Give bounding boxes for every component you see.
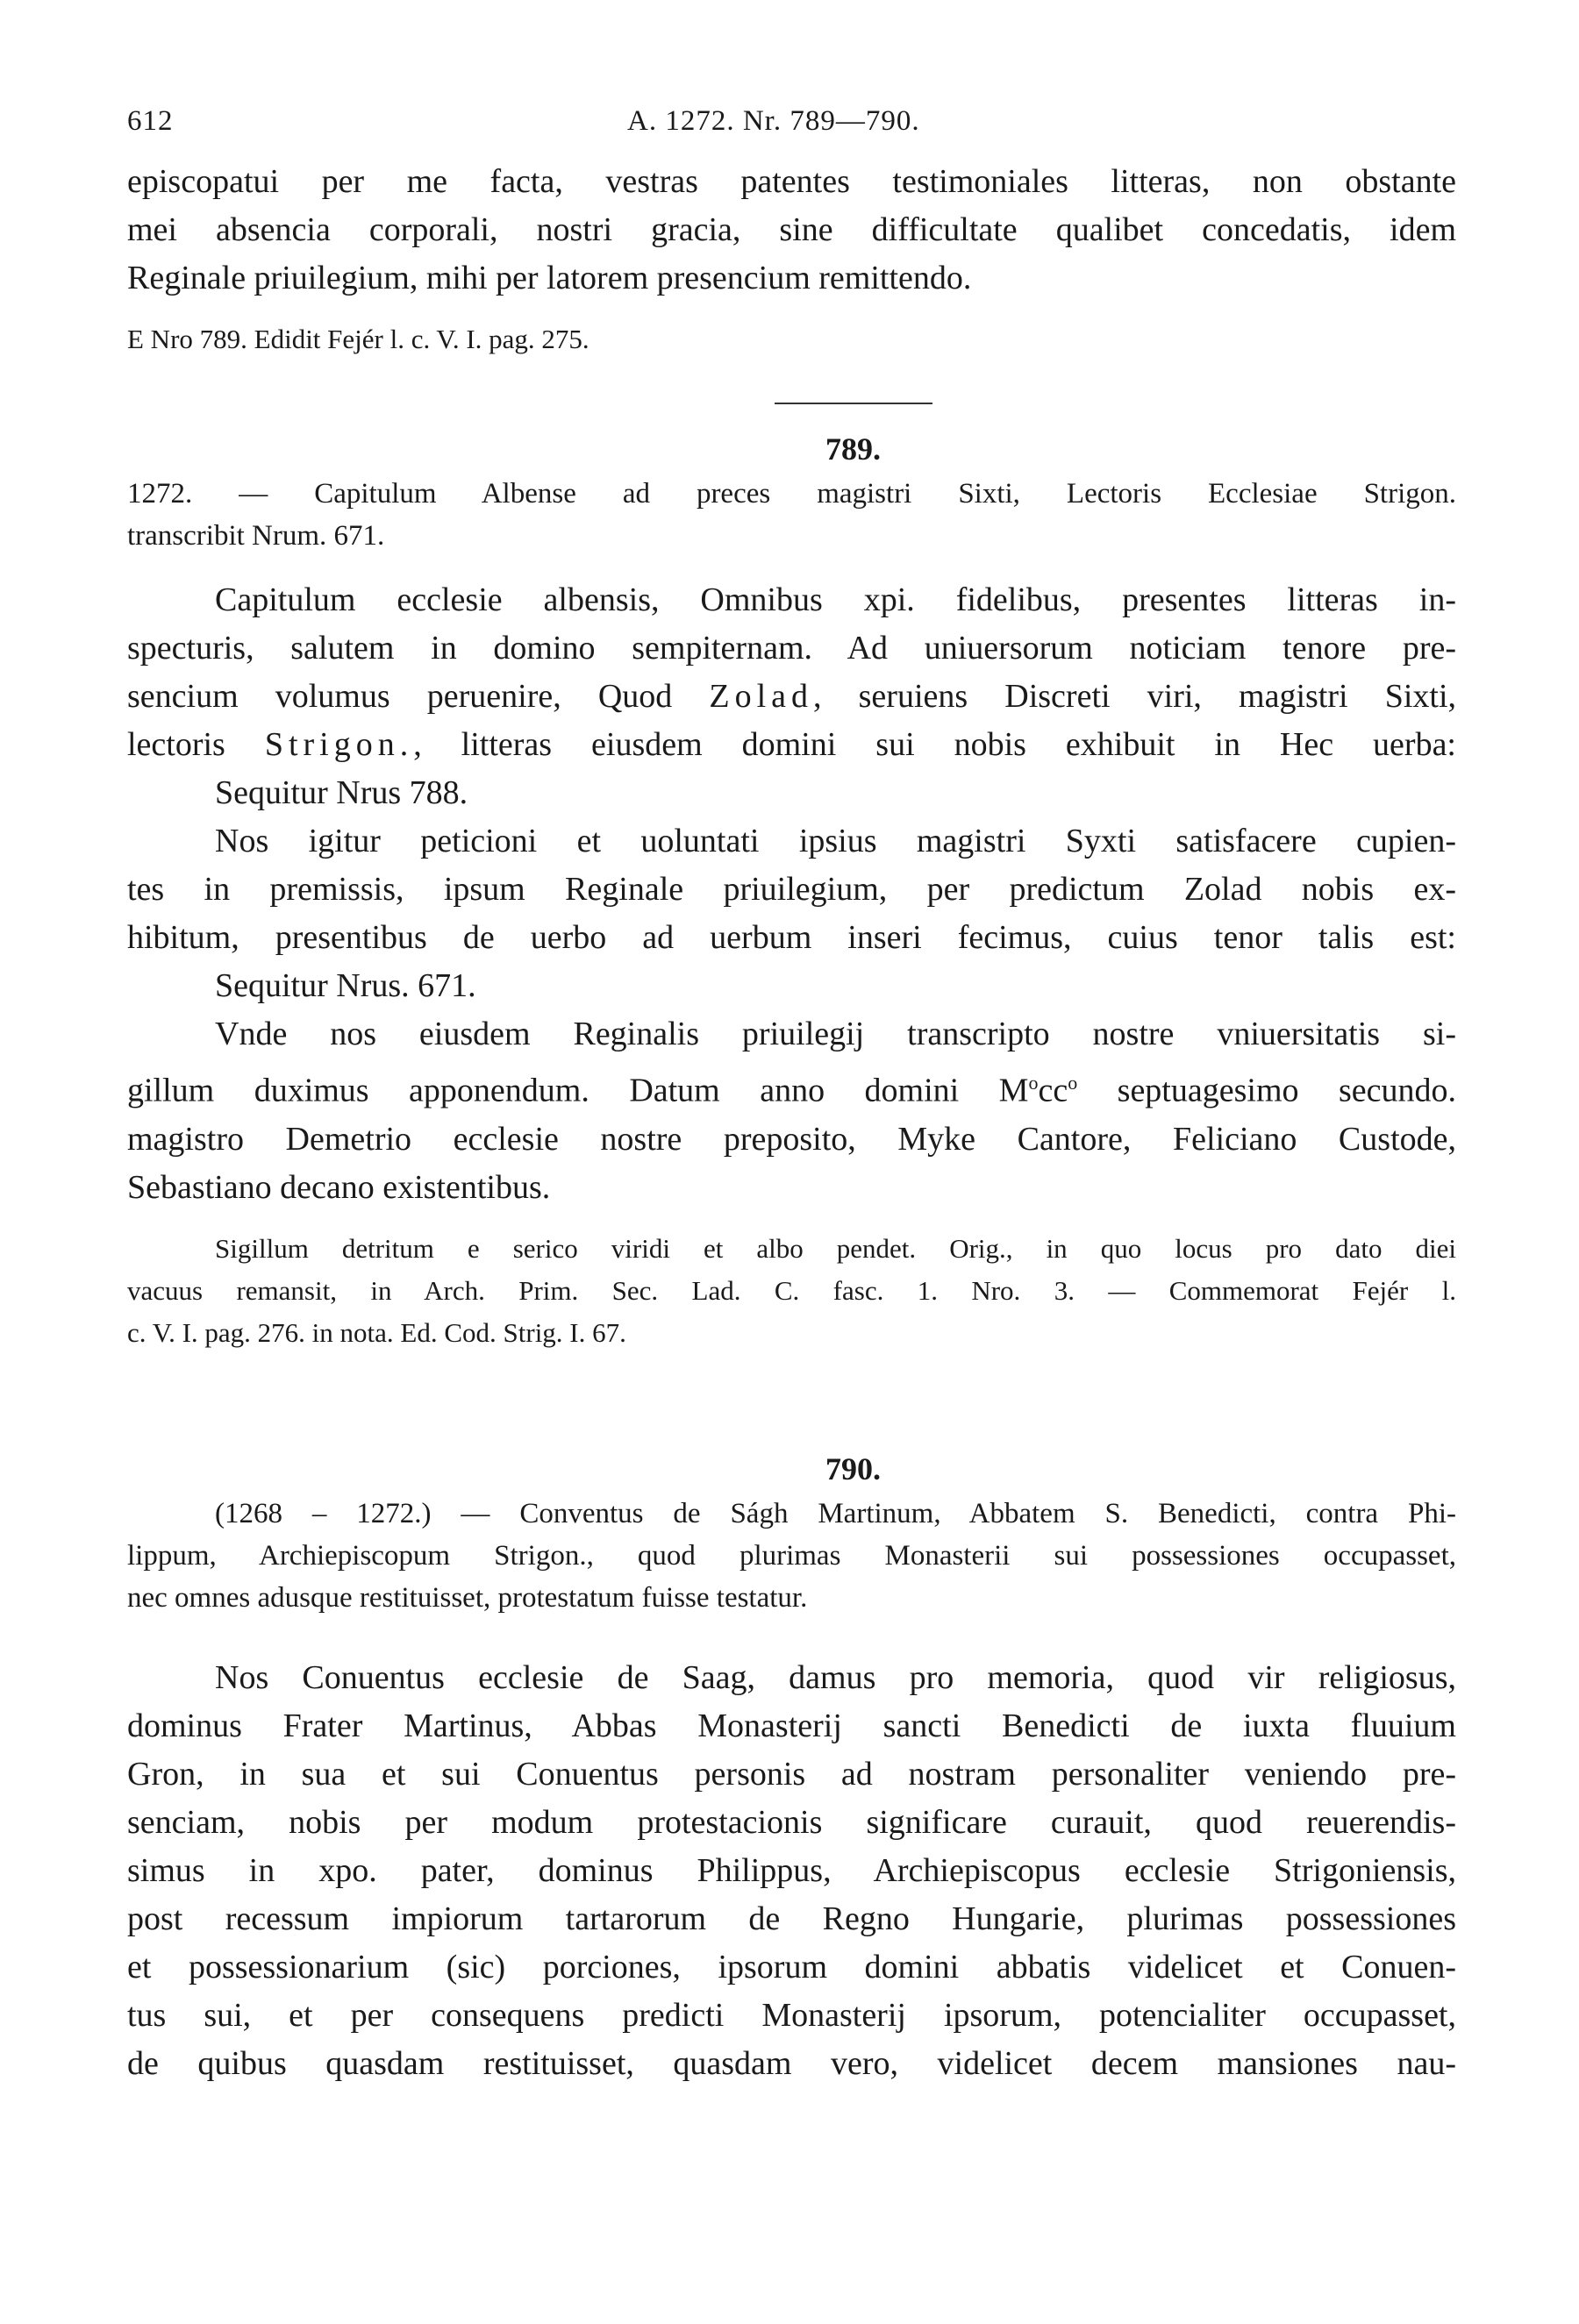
running-title: A. 1272. Nr. 789—790. bbox=[627, 105, 920, 137]
text-line: E Nro 789. Edidit Fejér l. c. V. I. pag. 275. bbox=[127, 324, 589, 354]
text-run: , litteras eiusdem domini sui nobis exhibuit in Hec uerba: bbox=[413, 726, 1456, 763]
text-line: c. V. I. pag. 276. in nota. Ed. Cod. Strig. I. 67. bbox=[127, 1316, 626, 1348]
text-line: post recessum impiorum tartarorum de Regno Hungarie, plurimas possessiones bbox=[127, 1900, 1456, 1937]
text-line: mei absencia corporali, nostri gracia, sine difficultate qualibet concedatis, idem bbox=[127, 211, 1456, 248]
text-run: lectoris bbox=[127, 726, 265, 763]
source-note bbox=[127, 318, 1456, 360]
text-line bbox=[127, 673, 1456, 721]
document-number-789: 789. bbox=[825, 431, 881, 467]
text-run: septuagesimo secundo. bbox=[1077, 1072, 1456, 1109]
source-note-789 bbox=[127, 1228, 1456, 1354]
page-header bbox=[127, 105, 1456, 158]
text-run: , seruiens Discreti viri, magistri Sixti, bbox=[813, 678, 1456, 715]
name-spaced: Strigon. bbox=[264, 726, 414, 763]
text-line bbox=[127, 721, 1456, 769]
text-run: cc bbox=[1038, 1072, 1068, 1109]
superscript: o bbox=[1068, 1072, 1078, 1094]
text-line: Nos igitur peticioni et uoluntati ipsius magistri Syxti satisfacere cupien- bbox=[215, 823, 1456, 859]
body-789 bbox=[127, 576, 1456, 1212]
text-line: lippum, Archiepiscopum Strigon., quod plurimas Monasterii sui possessiones occupasset, bbox=[127, 1539, 1456, 1572]
text-line: nec omnes adusque restituisset, protestatum fuisse testatur. bbox=[127, 1581, 808, 1614]
text-line: tes in premissis, ipsum Reginale priuilegium, per predictum Zolad nobis ex- bbox=[127, 871, 1456, 908]
text-line: Sebastiano decano existentibus. bbox=[127, 1168, 551, 1206]
text-line: et possessionarium (sic) porciones, ipsorum domini abbatis videlicet et Conuen- bbox=[127, 1948, 1456, 1985]
continued-paragraph bbox=[127, 158, 1456, 303]
regest-790 bbox=[127, 1493, 1456, 1619]
text-run: sencium volumus peruenire, Quod bbox=[127, 678, 710, 715]
document-number-790: 790. bbox=[825, 1451, 881, 1486]
sequitur-line: Sequitur Nrus 788. bbox=[215, 774, 468, 811]
regest-789 bbox=[127, 473, 1456, 557]
text-line bbox=[127, 1059, 1456, 1116]
text-line: senciam, nobis per modum protestacionis significare curauit, quod reuerendis- bbox=[127, 1803, 1456, 1841]
text-line: simus in xpo. pater, dominus Philippus, Archiepiscopus ecclesie Strigoniensis, bbox=[127, 1851, 1456, 1889]
text-line: de quibus quasdam restituisset, quasdam vero, videlicet decem mansiones nau- bbox=[127, 2044, 1456, 2082]
body-790 bbox=[127, 1654, 1456, 2088]
text-line: magistro Demetrio ecclesie nostre preposito, Myke Cantore, Feliciano Custode, bbox=[127, 1120, 1456, 1158]
text-line: transcribit Nrum. 671. bbox=[127, 520, 385, 552]
page-number: 612 bbox=[127, 105, 174, 137]
text-line: dominus Frater Martinus, Abbas Monasterij sancti Benedicti de iuxta fluuium bbox=[127, 1707, 1456, 1744]
text-line: Reginale priuilegium, mihi per latorem presencium remittendo. bbox=[127, 260, 972, 296]
text-line: Nos Conuentus ecclesie de Saag, damus pro memoria, quod vir religiosus, bbox=[215, 1658, 1456, 1696]
text-line: vacuus remansit, in Arch. Prim. Sec. Lad. C. fasc. 1. Nro. 3. — Commemorat Fejér l. bbox=[127, 1274, 1456, 1306]
section-divider bbox=[775, 403, 932, 404]
text-line: specturis, salutem in domino sempiternam. Ad uniuersorum noticiam tenore pre- bbox=[127, 630, 1456, 667]
document-page bbox=[127, 105, 1456, 2088]
text-line: Gron, in sua et sui Conuentus personis ad nostram personaliter veniendo pre- bbox=[127, 1755, 1456, 1793]
text-line: Sigillum detritum e serico viridi et albo pendet. Orig., in quo locus pro dato diei bbox=[215, 1232, 1456, 1264]
text-line: Capitulum ecclesie albensis, Omnibus xpi. fidelibus, presentes litteras in- bbox=[215, 581, 1456, 618]
superscript: o bbox=[1028, 1072, 1039, 1094]
text-line: episcopatui per me facta, vestras patentes testimoniales litteras, non obstante bbox=[127, 163, 1456, 200]
text-line: hibitum, presentibus de uerbo ad uerbum inseri fecimus, cuius tenor talis est: bbox=[127, 919, 1456, 956]
sequitur-line: Sequitur Nrus. 671. bbox=[215, 967, 476, 1004]
text-run: gillum duximus apponendum. Datum anno domini M bbox=[127, 1072, 1029, 1109]
text-line: Vnde nos eiusdem Reginalis priuilegij transcripto nostre vniuersitatis si- bbox=[215, 1016, 1456, 1052]
text-line: (1268 – 1272.) — Conventus de Ságh Martinum, Abbatem S. Benedicti, contra Phi- bbox=[215, 1497, 1456, 1529]
text-line: tus sui, et per consequens predicti Monasterij ipsorum, potencialiter occupasset, bbox=[127, 1996, 1456, 2034]
text-line: 1272. — Capitulum Albense ad preces magistri Sixti, Lectoris Ecclesiae Strigon. bbox=[127, 478, 1456, 510]
name-spaced: Zolad bbox=[709, 678, 814, 715]
